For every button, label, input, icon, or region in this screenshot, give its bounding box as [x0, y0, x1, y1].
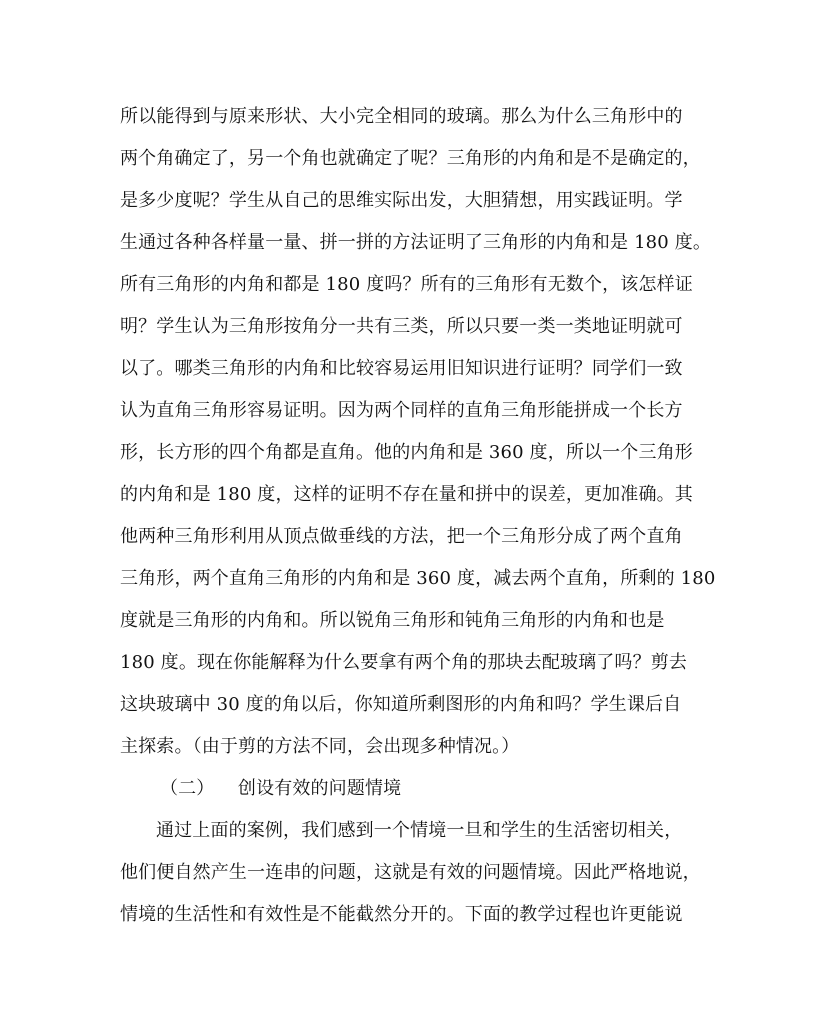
body-text-line: 生通过各种各样量一量、拼一拼的方法证明了三角形的内角和是 180 度。: [120, 232, 712, 253]
body-text-line: 形，长方形的四个角都是直角。他的内角和是 360 度，所以一个三角形: [120, 442, 693, 463]
body-text-line: 他两种三角形利用从顶点做垂线的方法，把一个三角形分成了两个直角: [120, 526, 683, 547]
body-text-line: 180 度。现在你能解释为什么要拿有两个角的那块去配玻璃了吗？剪去: [120, 652, 688, 673]
body-text-line: 三角形，两个直角三角形的内角和是 360 度，减去两个直角，所剩的 180: [120, 568, 716, 589]
body-text-line: 情境的生活性和有效性是不能截然分开的。下面的教学过程也许更能说: [120, 904, 683, 925]
body-text-line: 的内角和是 180 度，这样的证明不存在量和拼中的误差，更加准确。其: [120, 484, 693, 505]
body-text-line: 这块玻璃中 30 度的角以后，你知道所剩图形的内角和吗？学生课后自: [120, 694, 682, 715]
body-text-line: 通过上面的案例，我们感到一个情境一旦和学生的生活密切相关，: [156, 820, 683, 841]
body-text-line: 所有三角形的内角和都是 180 度吗？所有的三角形有无数个，该怎样证: [120, 274, 693, 295]
body-text-line: 是多少度呢？学生从自己的思维实际出发，大胆猜想，用实践证明。学: [120, 190, 683, 211]
body-text-line: 两个角确定了，另一个角也就确定了呢？三角形的内角和是不是确定的，: [120, 148, 701, 169]
body-text-line: 认为直角三角形容易证明。因为两个同样的直角三角形能拼成一个长方: [120, 400, 683, 421]
section-heading: （二） 创设有效的问题情境: [160, 778, 402, 799]
body-text-line: 主探索。（由于剪的方法不同，会出现多种情况。）: [120, 736, 520, 757]
body-text-line: 以了。哪类三角形的内角和比较容易运用旧知识进行证明？同学们一致: [120, 358, 683, 379]
body-text-line: 度就是三角形的内角和。所以锐角三角形和钝角三角形的内角和也是: [120, 610, 665, 631]
body-text-line: 明？学生认为三角形按角分一共有三类，所以只要一类一类地证明就可: [120, 316, 683, 337]
body-text-line: 他们便自然产生一连串的问题，这就是有效的问题情境。因此严格地说，: [120, 862, 701, 883]
body-text-line: 所以能得到与原来形状、大小完全相同的玻璃。那么为什么三角形中的: [120, 106, 683, 127]
